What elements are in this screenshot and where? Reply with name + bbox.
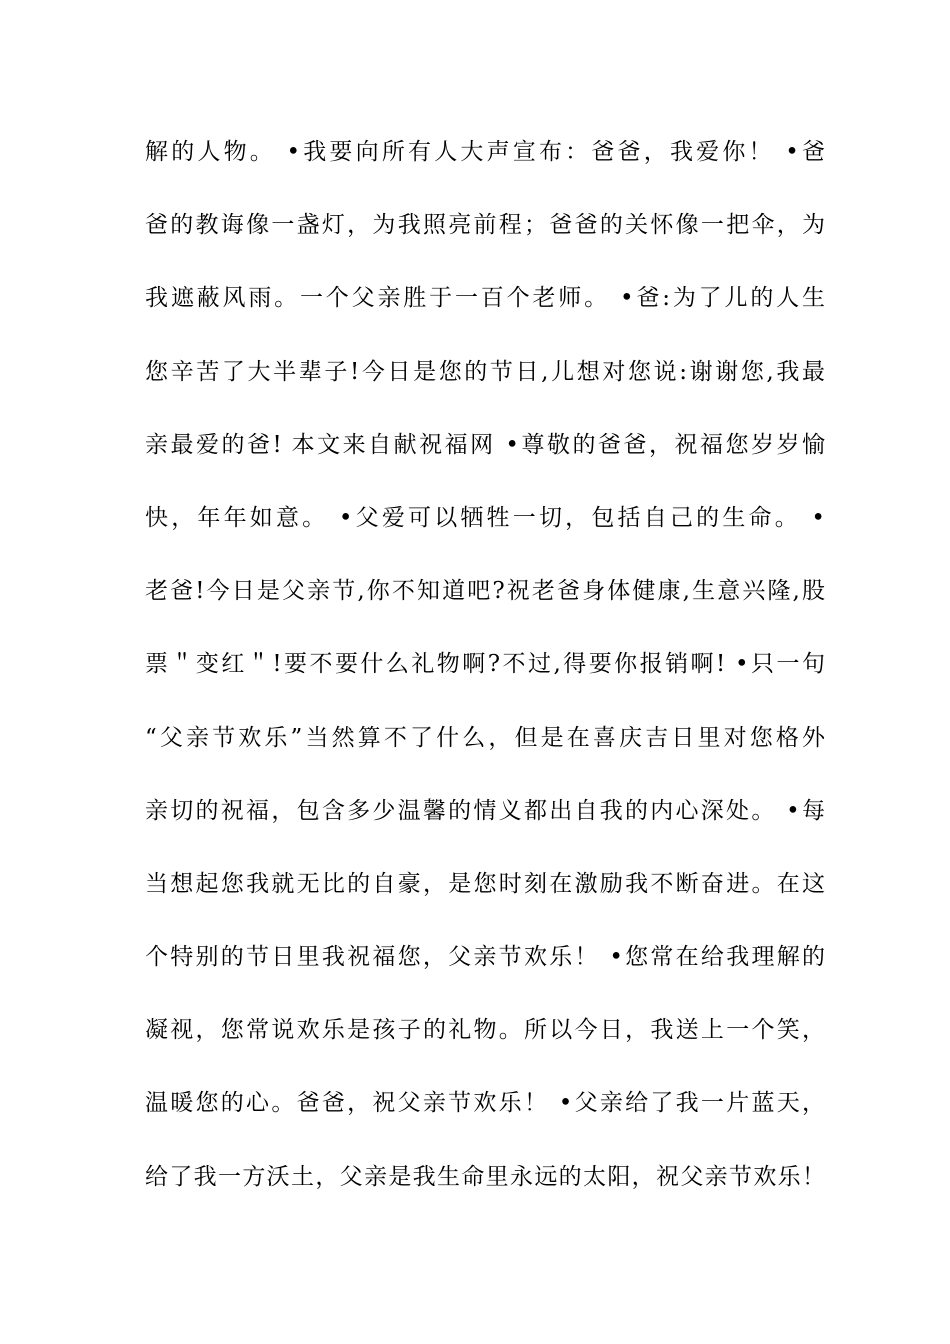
body-text bbox=[145, 128, 825, 1226]
text-line-6: 快，年年如意。 •父爱可以牺牲一切，包括自己的生命。 • bbox=[145, 504, 825, 531]
text-line-11: 当想起您我就无比的自豪，是您时刻在激励我不断奋进。在这 bbox=[145, 870, 825, 897]
text-line-8: 票＂变红＂!要不要什么礼物啊?不过,得要你报销啊! •只一句 bbox=[145, 651, 825, 678]
text-line-9: “父亲节欢乐”当然算不了什么，但是在喜庆吉日里对您格外 bbox=[145, 724, 825, 751]
text-line-14: 温暖您的心。爸爸，祝父亲节欢乐！ •父亲给了我一片蓝天， bbox=[145, 1090, 825, 1117]
text-line-7: 老爸!今日是父亲节,你不知道吧?祝老爸身体健康,生意兴隆,股 bbox=[145, 578, 825, 605]
text-line-13: 凝视，您常说欢乐是孩子的礼物。所以今日，我送上一个笑， bbox=[145, 1017, 825, 1044]
text-line-5: 亲最爱的爸! 本文来自献祝福网 •尊敬的爸爸，祝福您岁岁愉 bbox=[145, 431, 825, 458]
text-line-10: 亲切的祝福，包含多少温馨的情义都出自我的内心深处。 •每 bbox=[145, 797, 825, 824]
text-line-12: 个特别的节日里我祝福您，父亲节欢乐！ •您常在给我理解的 bbox=[145, 944, 825, 971]
text-line-15: 给了我一方沃土，父亲是我生命里永远的太阳，祝父亲节欢乐！ bbox=[145, 1163, 825, 1190]
text-line-3: 我遮蔽风雨。一个父亲胜于一百个老师。 •爸:为了儿的人生 bbox=[145, 285, 825, 312]
text-line-2: 爸的教诲像一盏灯，为我照亮前程；爸爸的关怀像一把伞，为 bbox=[145, 212, 825, 239]
text-line-4: 您辛苦了大半辈子!今日是您的节日,儿想对您说:谢谢您,我最 bbox=[145, 358, 825, 385]
text-line-1: 解的人物。 •我要向所有人大声宣布：爸爸，我爱你！ •爸 bbox=[145, 139, 825, 165]
